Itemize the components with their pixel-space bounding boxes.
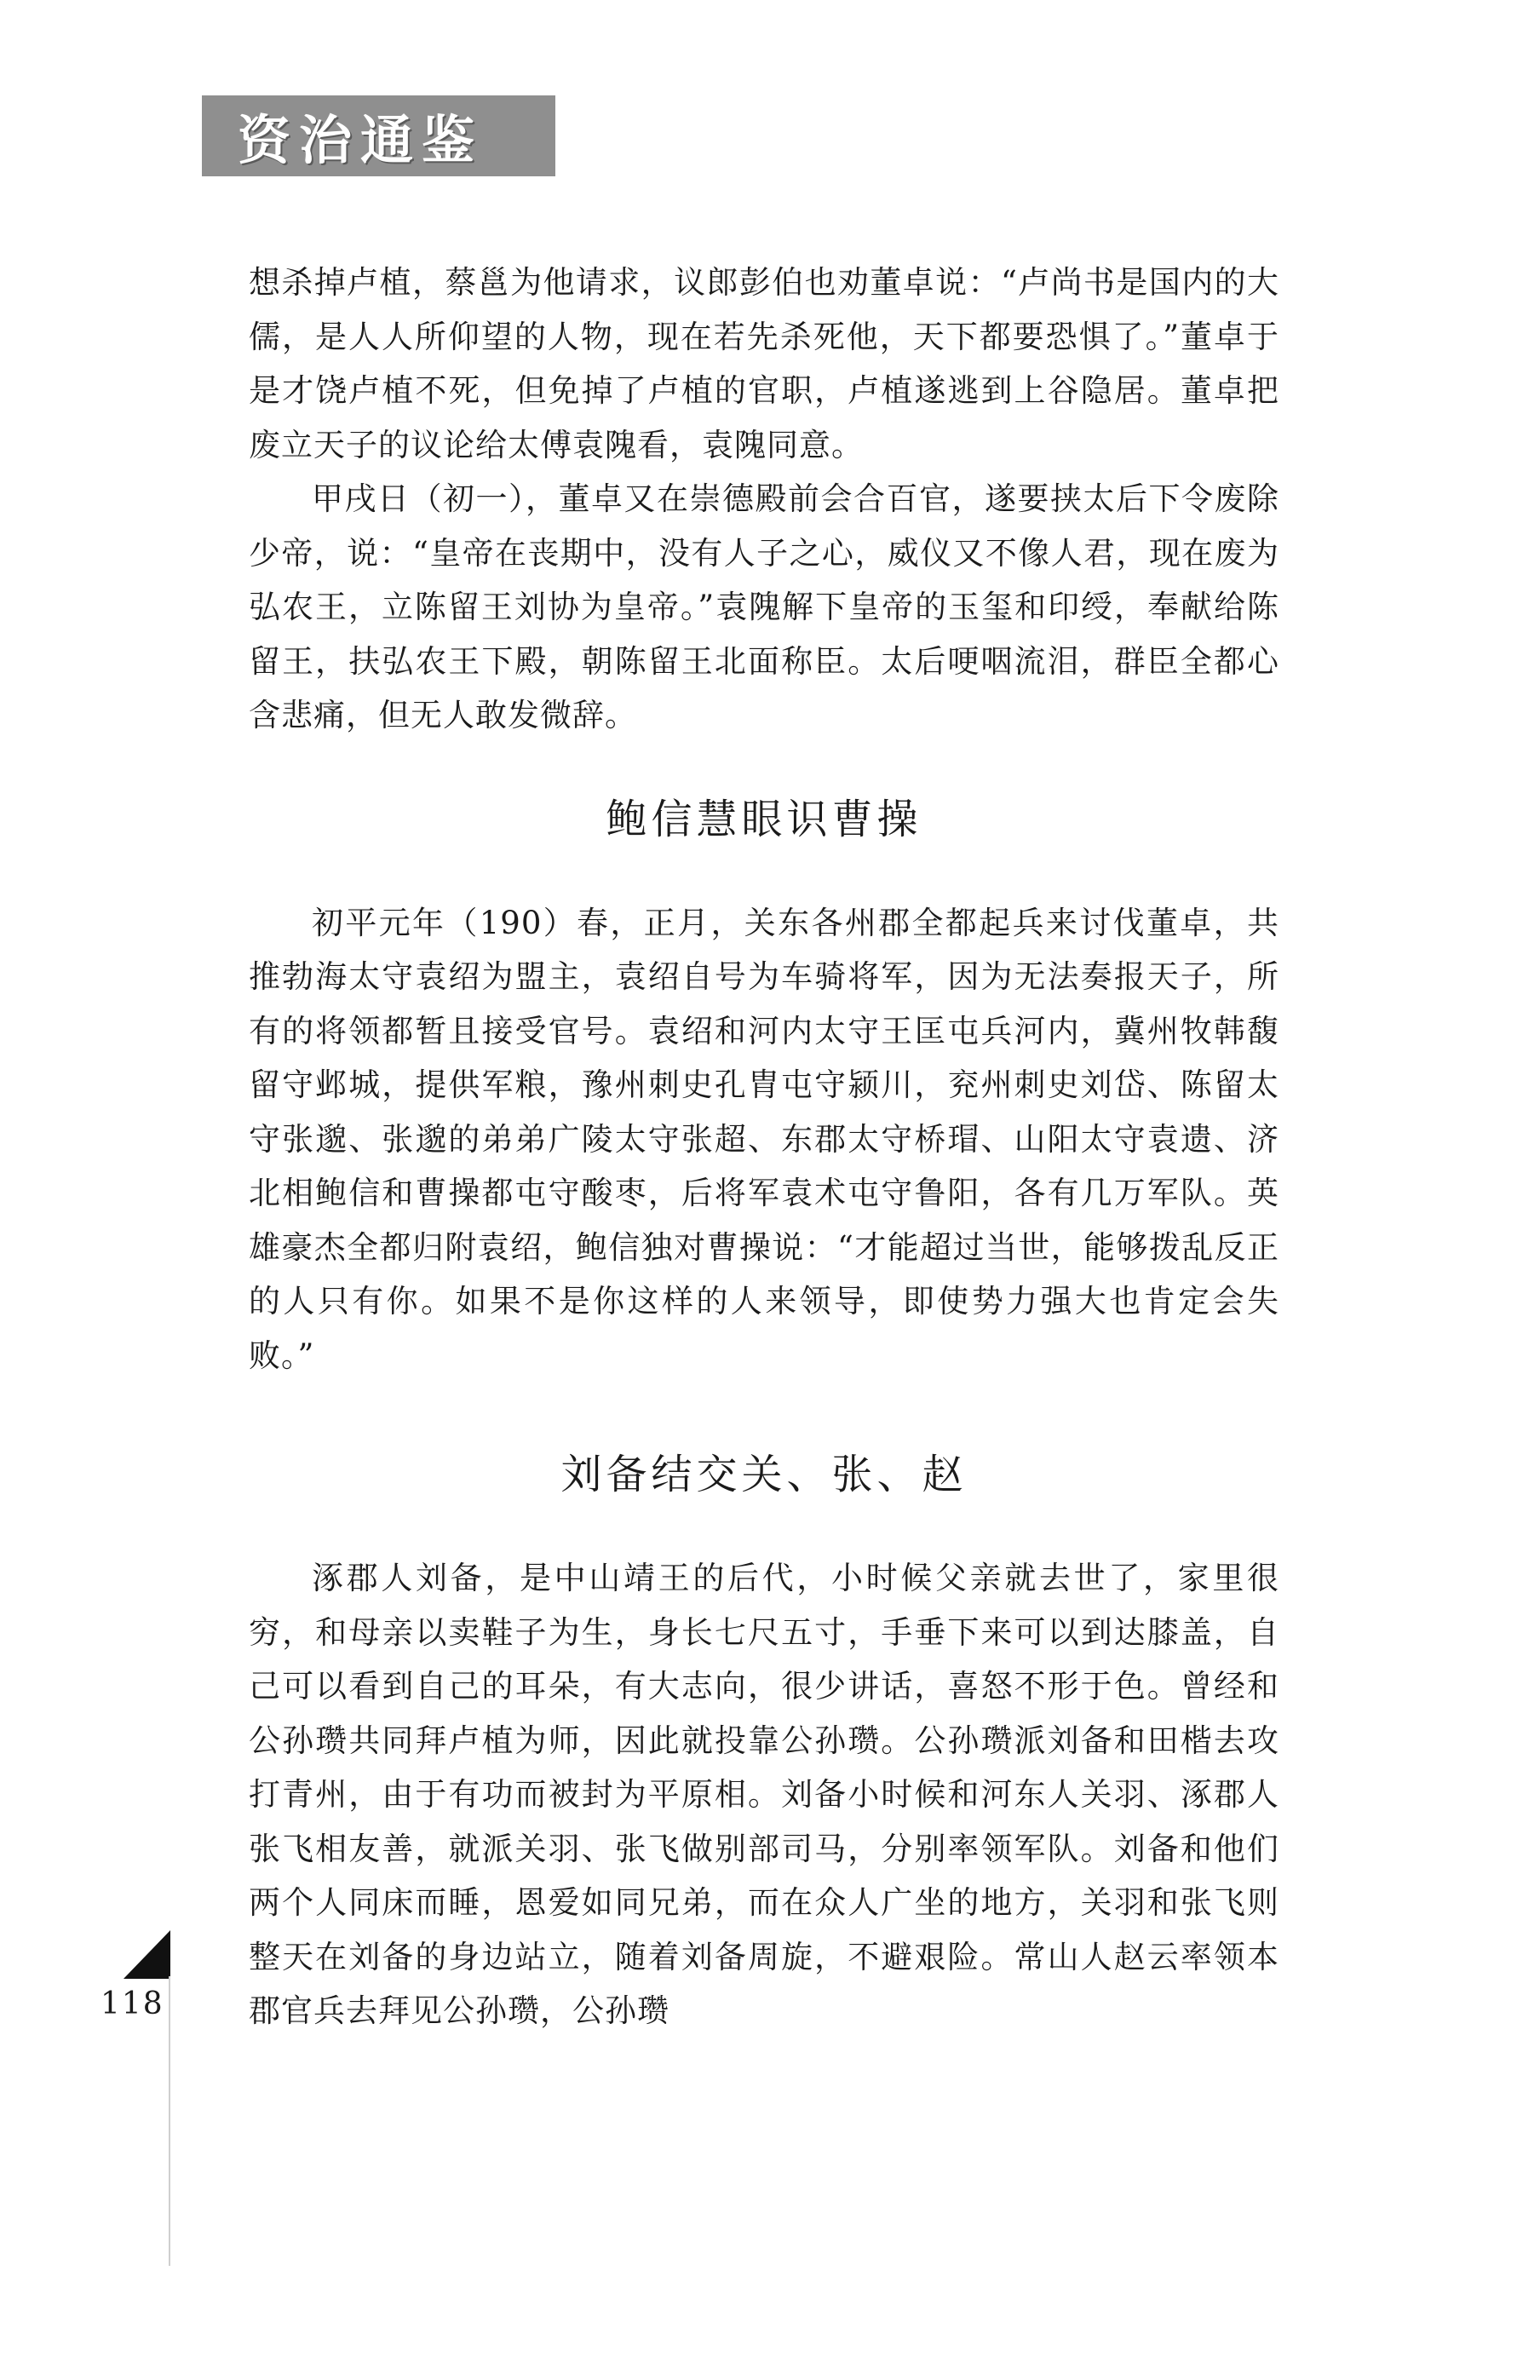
running-header-title: 资治通鉴 <box>238 109 484 171</box>
page-body <box>249 256 1279 2038</box>
body-paragraph: 涿郡人刘备，是中山靖王的后代，小时候父亲就去世了，家里很穷，和母亲以卖鞋子为生，身长七尺五寸，手垂下来可以到达膝盖，自己可以看到自己的耳朵，有大志向，很少讲话，喜怒不形于色。曾经和公孙瓒共同拜卢植为师，因此就投靠公孙瓒。公孙瓒派刘备和田楷去攻打青州，由于有功而被封为平原相。刘备小时候和河东人关羽、涿郡人张飞相友善，就派关羽、张飞做别部司马，分别率领军队。刘备和他们两个人同床而睡，恩爱如同兄弟，而在众人广坐的地方，关羽和张飞则整天在刘备的身边站立，随着刘备周旋，不避艰险。常山人赵云率领本郡官兵去拜见公孙瓒，公孙瓒 <box>249 1560 1279 2029</box>
body-paragraph: 初平元年（190）春，正月，关东各州郡全都起兵来讨伐董卓，共推勃海太守袁绍为盟主，袁绍自号为车骑将军，因为无法奏报天子，所有的将领都暂且接受官号。袁绍和河内太守王匡屯兵河内，冀州牧韩馥留守邺城，提供军粮，豫州刺史孔胄屯守颍川，兖州刺史刘岱、陈留太守张邈、张邈的弟弟广陵太守张超、东郡太守桥瑁、山阳太守袁遗、济北相鲍信和曹操都屯守酸枣，后将军袁术屯守鲁阳，各有几万军队。英雄豪杰全都归附袁绍，鲍信独对曹操说：“才能超过当世，能够拨乱反正的人只有你。如果不是你这样的人来领导，即使势力强大也肯定会失败。” <box>249 904 1279 1374</box>
page-number: 118 <box>101 1986 164 2021</box>
body-paragraph-continued: 想杀掉卢植，蔡邕为他请求，议郎彭伯也劝董卓说：“卢尚书是国内的大儒，是人人所仰望的人物，现在若先杀死他，天下都要恐惧了。”董卓于是才饶卢植不死，但免掉了卢植的官职，卢植遂逃到上谷隐居。董卓把废立天子的议论给太傅袁隗看，袁隗同意。 <box>249 264 1279 463</box>
running-header-band <box>202 95 555 176</box>
section-heading: 刘备结交关、张、赵 <box>560 1451 968 1498</box>
page-corner-triangle-icon <box>124 1930 170 1979</box>
section-heading: 鲍信慧眼识曹操 <box>606 795 922 843</box>
margin-rule <box>169 1976 170 2266</box>
body-paragraph: 甲戌日（初一），董卓又在崇德殿前会合百官，遂要挟太后下令废除少帝，说：“皇帝在丧期中，没有人子之心，威仪又不像人君，现在废为弘农王，立陈留王刘协为皇帝。”袁隗解下皇帝的玉玺和印绶，奉献给陈留王，扶弘农王下殿，朝陈留王北面称臣。太后哽咽流泪，群臣全都心含悲痛，但无人敢发微辞。 <box>249 480 1279 733</box>
